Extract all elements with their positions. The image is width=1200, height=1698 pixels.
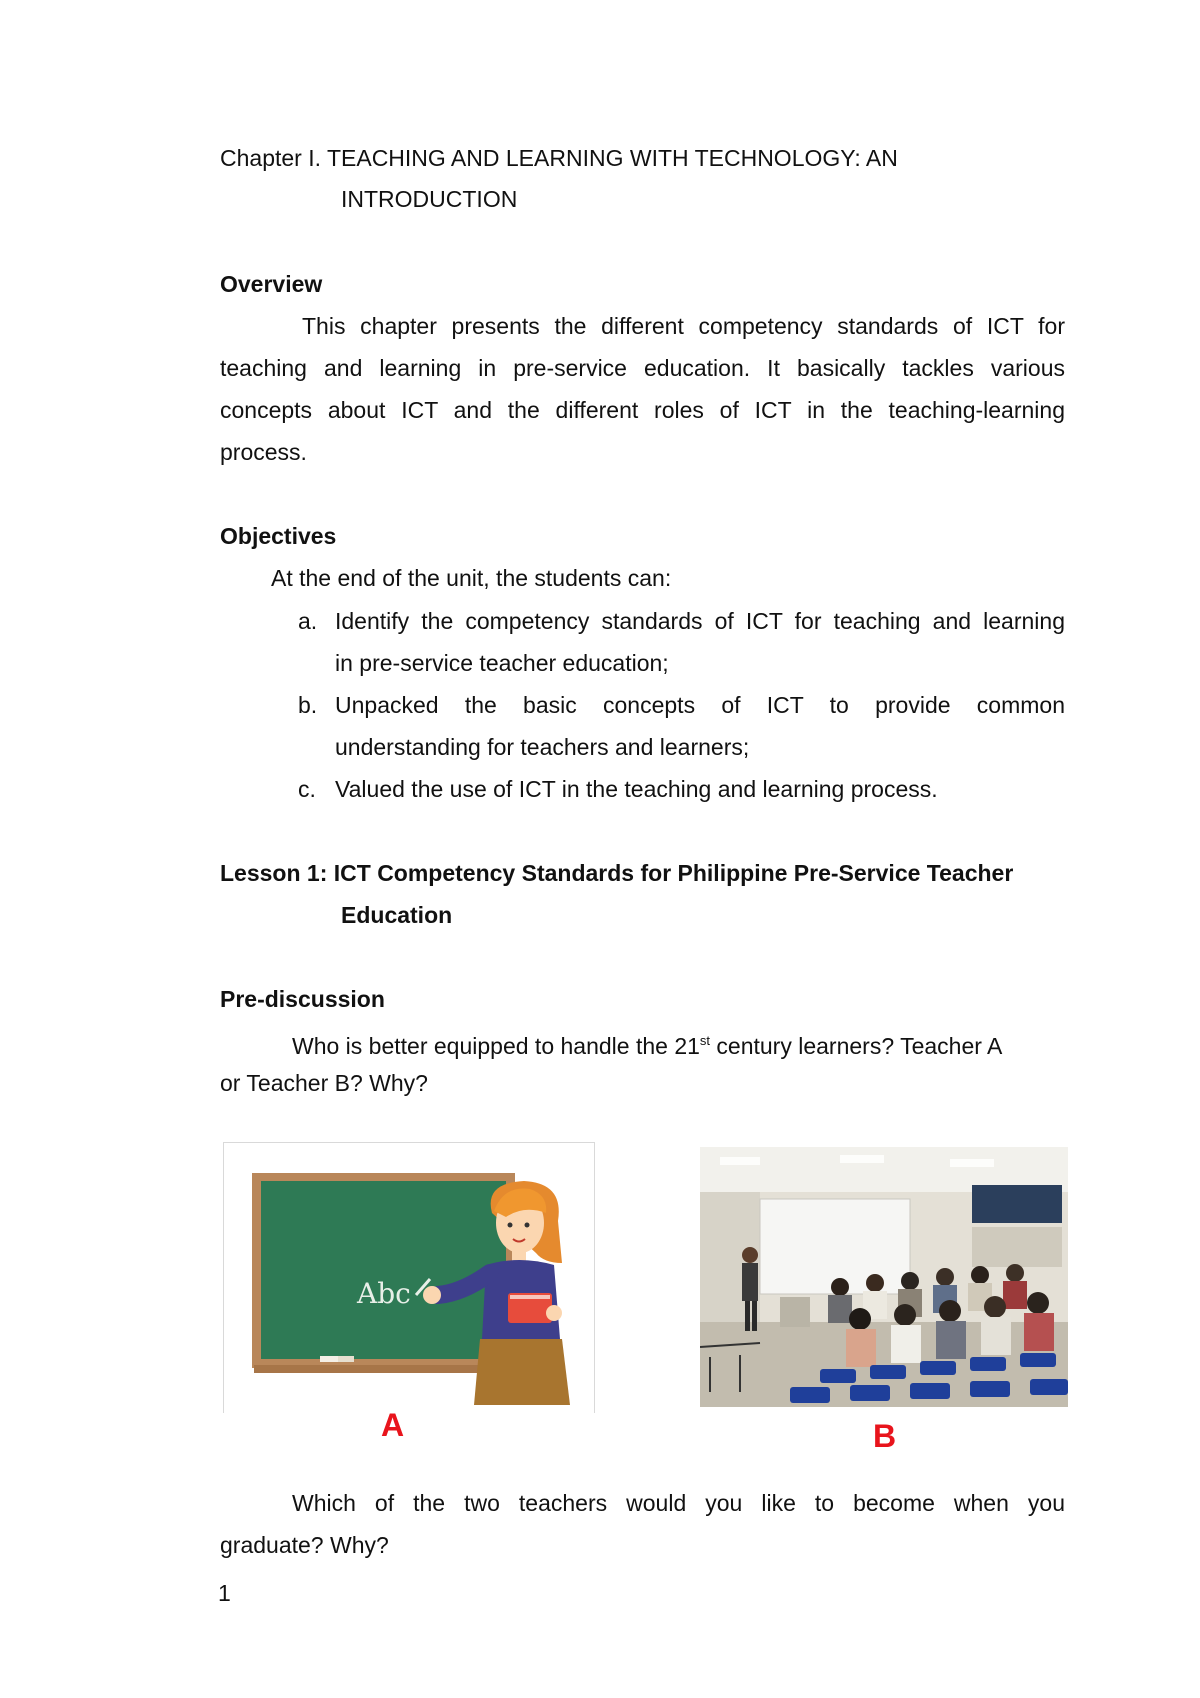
objective-a-line2: in pre-service teacher education; xyxy=(335,650,669,676)
closing-question-line1: Which of the two teachers would you like to become when you xyxy=(292,1490,1065,1516)
chalk-text: Abc xyxy=(357,1277,411,1310)
prediscussion-question-line2: or Teacher B? Why? xyxy=(220,1070,428,1096)
chalk-piece-icon xyxy=(320,1356,338,1362)
objectives-intro: At the end of the unit, the students can: xyxy=(271,565,672,591)
label-a: A xyxy=(381,1407,405,1443)
chapter-title-line1: Chapter I. TEACHING AND LEARNING WITH TECHNOLOGY: AN xyxy=(220,145,898,171)
teacher-a-illustration xyxy=(223,1142,595,1413)
ordinal-superscript: st xyxy=(699,1033,711,1048)
overview-line-2: teaching and learning in pre-service education. It basically tackles various xyxy=(220,355,1065,381)
label-b: B xyxy=(873,1418,897,1454)
teacher-a-drawing xyxy=(224,1143,594,1413)
objective-b-line1: Unpacked the basic concepts of ICT to provide common xyxy=(335,692,1065,718)
teacher-b-photo xyxy=(700,1147,1068,1407)
objective-marker-b: b. xyxy=(298,692,318,718)
classroom-drawing xyxy=(700,1147,1068,1407)
prediscussion-q1 xyxy=(292,1020,1002,1067)
objective-marker-c: c. xyxy=(298,776,316,802)
closing-question-line2: graduate? Why? xyxy=(220,1532,389,1558)
objective-c-line1: Valued the use of ICT in the teaching and learning process. xyxy=(335,776,938,802)
prediscussion-question-line1 xyxy=(292,1020,1065,1067)
objective-b-line2: understanding for teachers and learners; xyxy=(335,734,750,760)
question-text-part2: century learners? Teacher A xyxy=(710,1033,1003,1059)
overview-heading: Overview xyxy=(220,271,323,297)
lesson-title-line2: Education xyxy=(341,902,453,928)
chapter-title-line2: INTRODUCTION xyxy=(341,186,518,212)
lecturer xyxy=(742,1263,758,1301)
objectives-heading: Objectives xyxy=(220,523,337,549)
prediscussion-heading: Pre-discussion xyxy=(220,986,385,1012)
objective-marker-a: a. xyxy=(298,608,318,634)
overview-line-4: process. xyxy=(220,439,307,465)
chalkboard xyxy=(261,1181,506,1359)
overview-line-1: This chapter presents the different competency standards of ICT for xyxy=(302,313,1065,339)
teacher-skirt xyxy=(474,1339,570,1405)
question-text-part1: Who is better equipped to handle the 21 xyxy=(292,1033,700,1059)
lesson-title-line1: Lesson 1: ICT Competency Standards for Philippine Pre-Service Teacher xyxy=(220,860,1014,886)
page-number: 1 xyxy=(218,1580,231,1606)
objective-a-line1: Identify the competency standards of ICT for teaching and learning xyxy=(335,608,1065,634)
overview-line-3: concepts about ICT and the different roles of ICT in the teaching-learning xyxy=(220,397,1065,423)
